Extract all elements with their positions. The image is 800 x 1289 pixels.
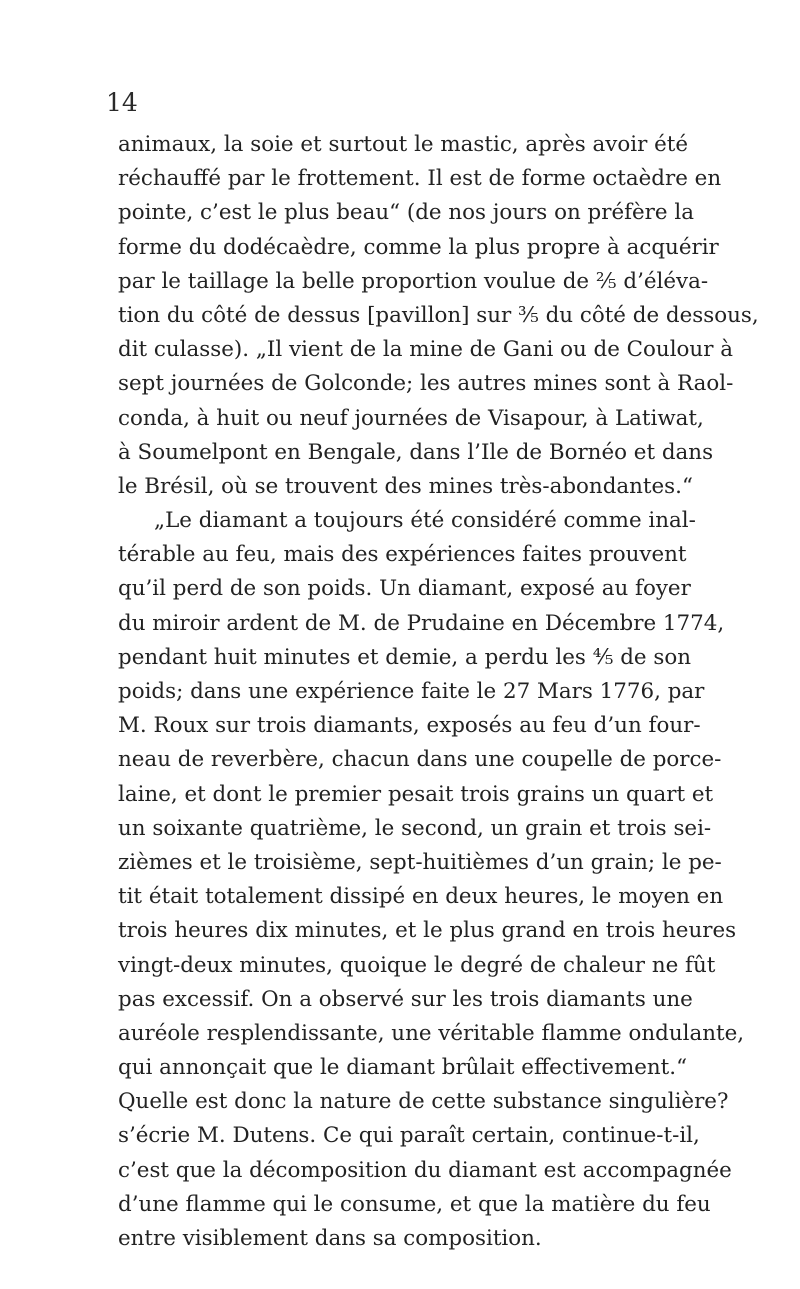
text-line: du miroir ardent de M. de Prudaine en Décembre 1774, xyxy=(118,610,725,636)
text-line: à Soumelpont en Bengale, dans l’Ile de Bornéo et dans xyxy=(118,439,714,465)
text-line: Quelle est donc la nature de cette substance singulière? xyxy=(118,1089,729,1115)
text-line: poids; dans une expérience faite le 27 Mars 1776, par xyxy=(118,679,705,704)
text-line: M. Roux sur trois diamants, exposés au feu d’un four- xyxy=(118,713,701,739)
text-line: conda, à huit ou neuf journées de Visapour, à Latiwat, xyxy=(118,405,704,431)
text-line: pas excessif. On a observé sur les trois diamants une xyxy=(118,986,693,1012)
text-body xyxy=(118,128,759,1256)
text-line: zièmes et le troisième, sept-huitièmes d’un grain; le pe- xyxy=(118,849,722,875)
page-number: 14 xyxy=(106,88,138,117)
text-line: par le taillage la belle proportion voulue de ²⁄₅ d’éléva- xyxy=(118,268,709,294)
text-line: s’écrie M. Dutens. Ce qui paraît certain, continue-t-il, xyxy=(118,1123,700,1149)
text-line: vingt-deux minutes, quoique le degré de chaleur ne fût xyxy=(118,952,716,978)
text-line: dit culasse). „Il vient de la mine de Gani ou de Coulour à xyxy=(118,337,733,363)
text-line: pointe, c’est le plus beau“ (de nos jours on préfère la xyxy=(118,200,694,226)
text-line: tit était totalement dissipé en deux heures, le moyen en xyxy=(118,884,724,910)
text-line: térable au feu, mais des expériences faites prouvent xyxy=(118,542,687,568)
text-line: animaux, la soie et surtout le mastic, après avoir été xyxy=(118,132,689,157)
text-line: qu’il perd de son poids. Un diamant, exposé au foyer xyxy=(118,576,691,602)
text-line: réchauffé par le frottement. Il est de forme octaèdre en xyxy=(118,166,722,192)
text-line: c’est que la décomposition du diamant est accompagnée xyxy=(118,1157,732,1183)
text-line: tion du côté de dessus [pavillon] sur ³⁄₅ du côté de dessous, xyxy=(118,302,759,328)
text-line: qui annonçait que le diamant brûlait effectivement.“ xyxy=(118,1055,688,1081)
text-line: neau de reverbère, chacun dans une coupelle de porce- xyxy=(118,747,722,773)
text-line: auréole resplendissante, une véritable flamme ondulante, xyxy=(118,1020,745,1046)
text-line: sept journées de Golconde; les autres mines sont à Raol- xyxy=(118,371,734,397)
text-line: entre visiblement dans sa composition. xyxy=(118,1226,542,1251)
text-line: un soixante quatrième, le second, un grain et trois sei- xyxy=(118,815,712,841)
text-line: trois heures dix minutes, et le plus grand en trois heures xyxy=(118,918,737,944)
text-line: pendant huit minutes et demie, a perdu les ⁴⁄₅ de son xyxy=(118,644,692,670)
text-line: forme du dodécaèdre, comme la plus propre à acquérir xyxy=(118,234,719,260)
text-line: le Brésil, où se trouvent des mines très-abondantes.“ xyxy=(118,473,693,499)
text-line: laine, et dont le premier pesait trois grains un quart et xyxy=(118,781,714,807)
text-line: d’une flamme qui le consume, et que la matière du feu xyxy=(118,1191,711,1217)
paragraph-start-line: „Le diamant a toujours été considéré comme inal- xyxy=(154,508,696,534)
